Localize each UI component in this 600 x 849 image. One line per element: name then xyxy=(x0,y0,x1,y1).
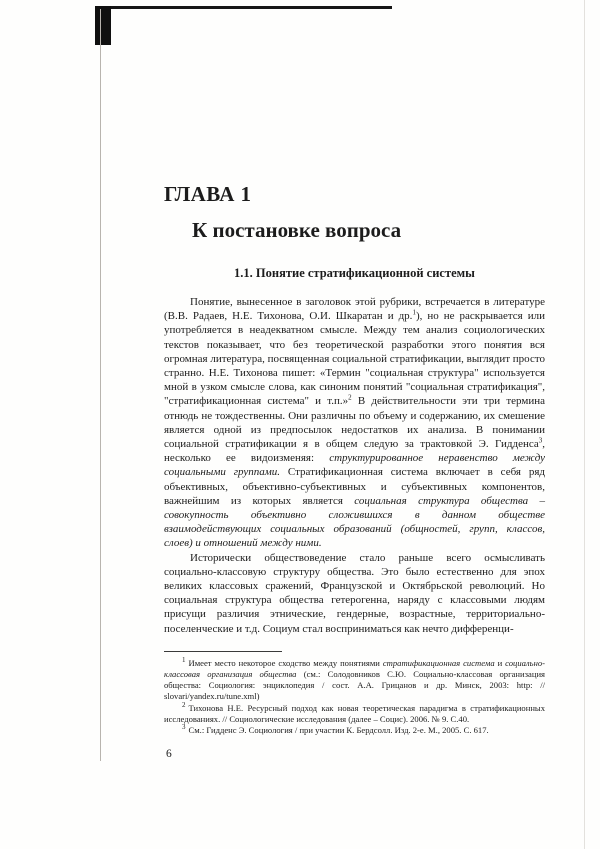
chapter-title: К постановке вопроса xyxy=(192,218,402,242)
scan-artifact-right-edge-line xyxy=(584,0,585,849)
footnote-separator-rule xyxy=(164,651,282,652)
footnote-1-marker: 1 xyxy=(182,656,186,665)
footnote-3-marker: 3 xyxy=(182,723,186,732)
scan-artifact-corner-mark xyxy=(95,6,111,45)
footnote-3 xyxy=(164,725,545,736)
footnotes-block xyxy=(164,658,545,736)
footnote-1-text: Имеет место некоторое сходство между понятиями стратификационная система и социально-классовая организация общества (см.: Солодовников С.Ю. Социально-классовая организация общества: Социология: энциклопедия / сост. А.А. Грицанов и др. Минск, 2003: http: // slovari/yandex.ru/tune.xml) xyxy=(164,657,545,702)
footnote-3-text: См.: Гидденс Э. Социология / при участии К. Бердсолл. Изд. 2-е. М., 2005. С. 617. xyxy=(188,725,489,736)
page-number: 6 xyxy=(166,748,172,761)
body-paragraph-2: Исторически обществоведение стало раньше всего осмысливать социально-классовую структуру общества. Это было естественно для эпох великих классовых сражений, Французской и Октябрьской революций. Но социальная структура общества гетерогенна, наряду с классовыми людям присущи различия этнические, гендерные, возрастные, территориально-поселенческие и т.д. Социум стал восприниматься как нечто дифференци- xyxy=(164,551,545,635)
section-title: 1.1. Понятие стратификационной системы xyxy=(234,266,475,280)
footnote-2 xyxy=(164,700,545,725)
body-paragraph-1: Понятие, вынесенное в заголовок этой рубрики, встречается в литературе (В.В. Радаев, Н.Е. Тихонова, О.И. Шкаратан и др.$^1$), но не раскрывается или употребляется в неадекватном смысле. Между тем анализ социологических текстов показывает, что без теоретической разработки этого понятия вся огромная литература, посвященная социальной стратификации, выглядит просто странно. Н.Е. Тихонова пишет: «Термин "социальная структура" используется мной в узком смысле слова, как синоним понятий "социальная стратификация", "стратификационная система" и т.п.»$^2$ В действительности эти три термина отнюдь не тождественны. Они различны по объему и содержанию, их смешение является одной из предпосылок недостатков их анализа. В понимании социальной стратификации я в общем следую за трактовкой Э. Гидденса$^3$, несколько ее видоизменяя: структурированное неравенство между социальными группами. Стратификационная система включает в себя ряд объективных, объективно-субъективных и субъективных компонентов, важнейшим из которых является социальная структура общества – совокупность объективно сложившихся в данном обществе взаимодействующих социальных образований (общностей, групп, классов, слоев) и отношений между ними. xyxy=(164,296,545,550)
page-content xyxy=(164,182,545,760)
footnote-2-marker: 2 xyxy=(182,700,186,709)
footnote-2-text: Тихонова Н.Е. Ресурсный подход как новая теоретическая парадигма в стратификационных исследованиях. // Социологические исследования (далее – Социс). 2006. № 9. С.40. xyxy=(164,702,545,724)
scan-artifact-top-bar xyxy=(95,6,392,9)
scan-artifact-left-edge-line xyxy=(100,9,101,761)
footnote-1 xyxy=(164,658,545,703)
chapter-label: ГЛАВА 1 xyxy=(164,182,252,206)
